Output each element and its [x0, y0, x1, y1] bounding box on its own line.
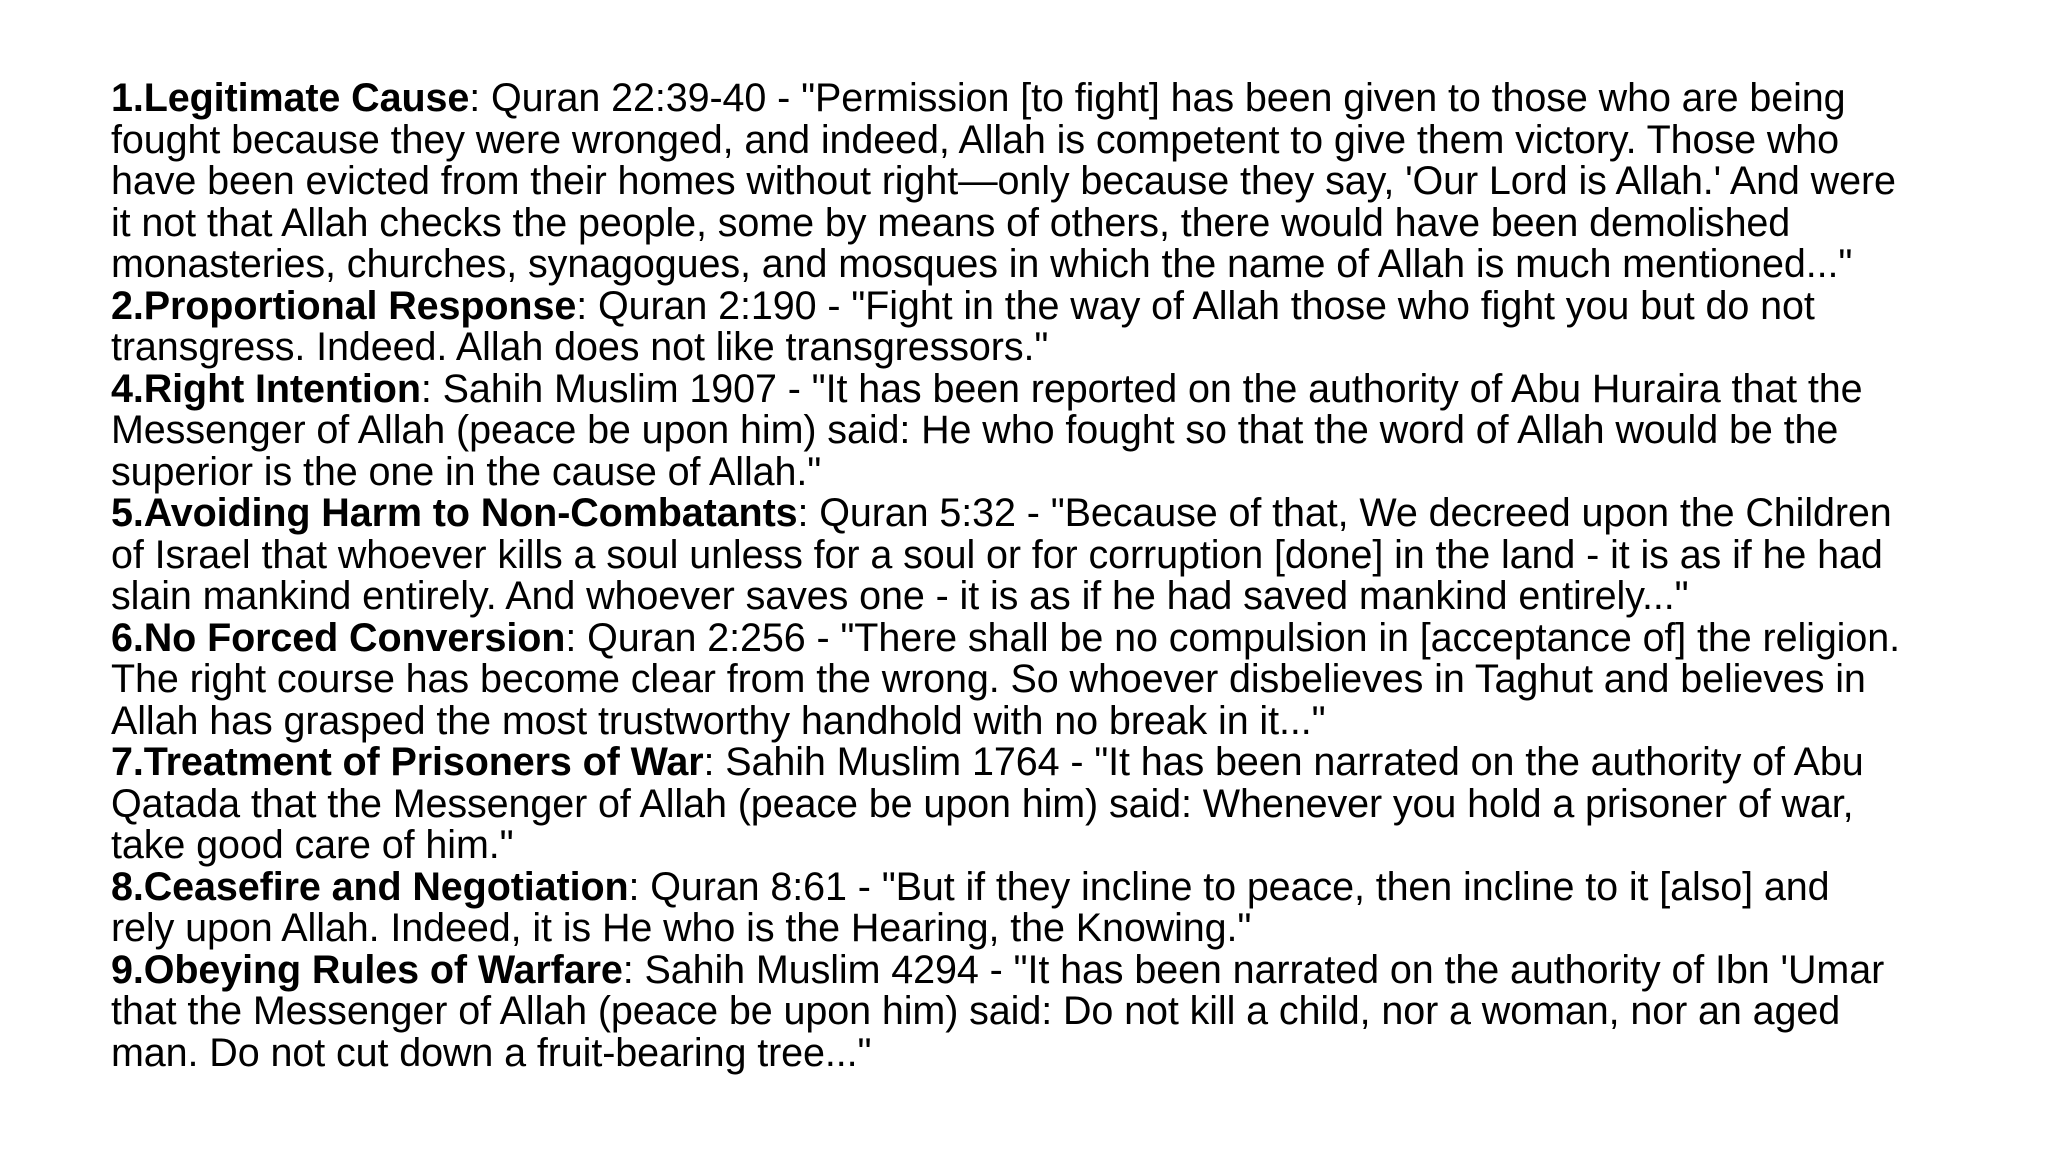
principle-prisoners-of-war: [111, 742, 1921, 867]
principle-title: 7.Treatment of Prisoners of War: [111, 740, 704, 784]
principle-title: 9.Obeying Rules of Warfare: [111, 947, 623, 992]
principle-avoiding-harm: [111, 493, 1906, 618]
principle-text: : Sahih Muslim 4294 - "It has been narrated on the authority of Ibn 'Umar that the Messenger of Allah (peace be upon him) said: Do not kill a child, nor a woman, nor an aged man. Do not cut down a fruit-bearing tree...": [111, 947, 1885, 1075]
principle-text: : Quran 2:190 - "Fight in the way of Allah those who fight you but do not transgress. Indeed. Allah does not like transgressors.": [111, 283, 1815, 369]
principle-rules-of-warfare: [111, 947, 1901, 1075]
principles-list: [111, 78, 1911, 1074]
principle-title: 4.Right Intention: [111, 366, 421, 411]
principle-text: : Sahih Muslim 1764 - "It has been narrated on the authority of Abu Qatada that the Messenger of Allah (peace be upon him) said: Whenever you hold a prisoner of war, take good care of him.": [111, 740, 1864, 867]
principle-title: 2.Proportional Response: [111, 283, 577, 328]
principle-proportional-response: [111, 283, 1901, 369]
principle-text: : Quran 22:39-40 - "Permission [to fight] has been given to those who are being fought because they were wronged, and indeed, Allah is competent to give them victory. Those who have been evicted from their homes without right—only because they say, 'Our Lord is Allah.' And were it not that Allah checks the people, some by means of others, there would have been demolished monasteries, churches, synagogues, and mosques in which the name of Allah is much mentioned...": [111, 76, 1896, 286]
principle-text: : Quran 8:61 - "But if they incline to peace, then incline to it [also] and rely upon Allah. Indeed, it is He who is the Hearing, the Knowing.": [111, 864, 1830, 950]
principle-title: 6.No Forced Conversion: [111, 615, 566, 660]
principle-title: 5.Avoiding Harm to Non-Combatants: [111, 491, 798, 535]
principle-right-intention: [111, 366, 1901, 494]
principle-text: : Quran 2:256 - "There shall be no compulsion in [acceptance of] the religion. The right course has become clear from the wrong. So whoever disbelieves in Taghut and believes in Allah has grasped the most trustworthy handhold with no break in it...": [111, 615, 1900, 743]
principle-title: 1.Legitimate Cause: [111, 76, 470, 120]
principle-legitimate-cause: [111, 78, 1911, 286]
principle-title: 8.Ceasefire and Negotiation: [111, 864, 629, 909]
principle-text: : Sahih Muslim 1907 - "It has been reported on the authority of Abu Huraira that the Messenger of Allah (peace be upon him) said: He who fought so that the word of Allah would be the superior is the one in the cause of Allah.": [111, 366, 1863, 494]
principle-text: : Quran 5:32 - "Because of that, We decreed upon the Children of Israel that whoever kills a soul unless for a soul or for corruption [done] in the land - it is as if he had slain mankind entirely. And whoever saves one - it is as if he had saved mankind entirely...": [111, 491, 1892, 618]
principle-ceasefire: [111, 864, 1901, 950]
principle-no-forced-conversion: [111, 615, 1906, 743]
